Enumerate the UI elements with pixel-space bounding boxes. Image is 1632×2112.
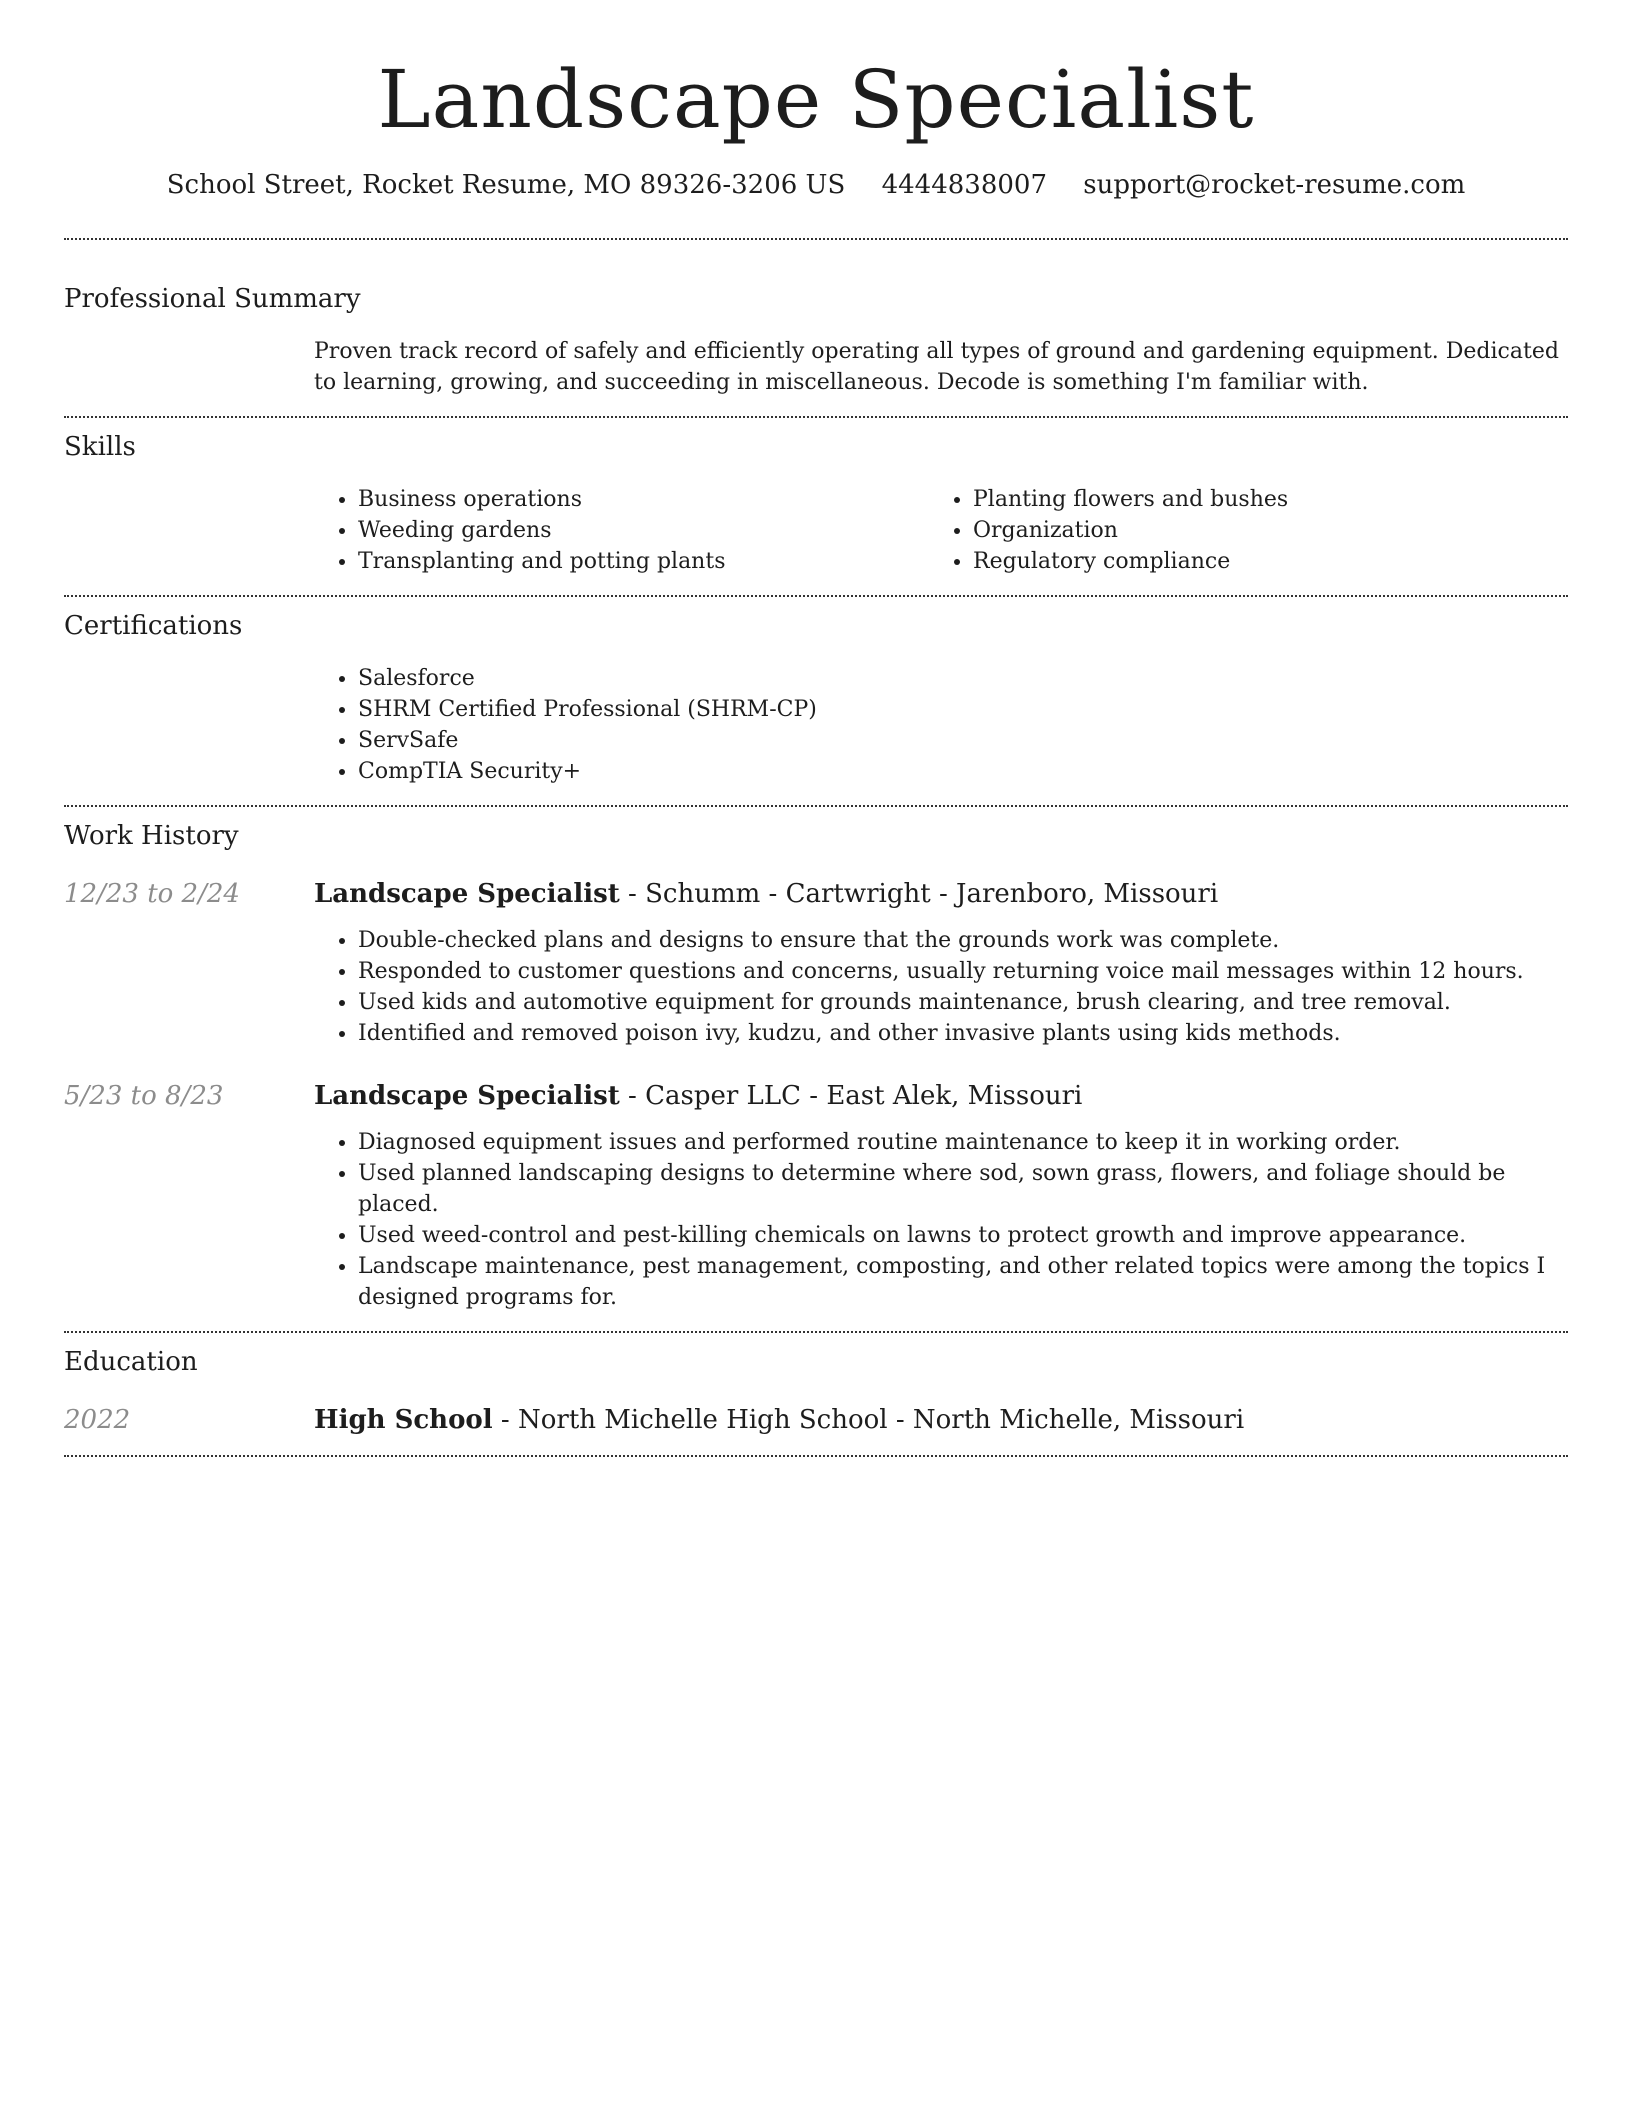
- job-role: Landscape Specialist: [314, 879, 620, 909]
- education-section: [64, 1345, 1568, 1437]
- skill-item: • Regulatory compliance: [973, 546, 1544, 577]
- skills-list-left: [314, 484, 929, 577]
- skill-item: • Weeding gardens: [358, 515, 929, 546]
- job-bullet: • Identified and removed poison ivy, kudzu, and other invasive plants using kids methods.: [358, 1018, 1568, 1049]
- job-dates: 5/23 to 8/23: [64, 1081, 224, 1111]
- job-role: Landscape Specialist: [314, 1081, 620, 1111]
- skill-item: • Transplanting and potting plants: [358, 546, 929, 577]
- skill-item: • Organization: [973, 515, 1544, 546]
- job-entry: [64, 1079, 1568, 1313]
- job-bullet: • Used kids and automotive equipment for grounds maintenance, brush clearing, and tree removal.: [358, 987, 1568, 1018]
- job-dates: 12/23 to 2/24: [64, 879, 240, 909]
- certifications-list: [314, 663, 1568, 787]
- skills-list-right: [929, 484, 1544, 577]
- education-title-line: High School - North Michelle High School - North Michelle, Missouri: [314, 1405, 1245, 1435]
- certifications-body: [314, 663, 1568, 787]
- section-title-education: Education: [64, 1347, 198, 1377]
- divider: [64, 1455, 1568, 1457]
- contact-line: [64, 168, 1568, 202]
- contact-phone: 4444838007: [881, 170, 1047, 200]
- contact-address: School Street, Rocket Resume, MO 89326-3206 US: [166, 170, 846, 200]
- job-company: Schumm - Cartwright: [645, 879, 931, 909]
- summary-section: [64, 282, 1568, 398]
- section-title-work-history: Work History: [64, 821, 239, 851]
- education-location: North Michelle, Missouri: [912, 1405, 1245, 1435]
- job-bullet: • Diagnosed equipment issues and performed routine maintenance to keep it in working order.: [358, 1127, 1568, 1158]
- job-bullets: [314, 1127, 1568, 1313]
- section-title-summary: Professional Summary: [64, 284, 361, 314]
- section-title-certifications: Certifications: [64, 611, 243, 641]
- resume-page: [64, 0, 1568, 1457]
- divider: [64, 238, 1568, 240]
- education-school: North Michelle High School: [517, 1405, 888, 1435]
- contact-email: support@rocket-resume.com: [1083, 170, 1466, 200]
- job-entry: [64, 877, 1568, 1049]
- certification-item: • CompTIA Security+: [358, 756, 1568, 787]
- certification-item: • ServSafe: [358, 725, 1568, 756]
- section-title-skills: Skills: [64, 432, 136, 462]
- job-title-line: Landscape Specialist - Schumm - Cartwright - Jarenboro, Missouri: [314, 879, 1219, 909]
- job-bullet: • Used weed-control and pest-killing chemicals on lawns to protect growth and improve appearance.: [358, 1220, 1568, 1251]
- job-bullet: • Responded to customer questions and concerns, usually returning voice mail messages within 12 hours.: [358, 956, 1568, 987]
- job-bullets: [314, 925, 1568, 1049]
- job-title-line: Landscape Specialist - Casper LLC - East Alek, Missouri: [314, 1081, 1083, 1111]
- job-bullet: • Used planned landscaping designs to determine where sod, sown grass, flowers, and foliage should be placed.: [358, 1158, 1568, 1220]
- summary-text: Proven track record of safely and efficiently operating all types of ground and gardening equipment. Dedicated to learning, growing, and succeeding in miscellaneous. Decode is something I'm familiar with.: [314, 339, 1559, 395]
- skills-section: [64, 430, 1568, 577]
- certifications-section: [64, 609, 1568, 787]
- divider: [64, 1331, 1568, 1333]
- work-history-section: [64, 819, 1568, 1313]
- divider: [64, 805, 1568, 807]
- skill-item: • Planting flowers and bushes: [973, 484, 1544, 515]
- job-bullet: • Double-checked plans and designs to ensure that the grounds work was complete.: [358, 925, 1568, 956]
- certification-item: • SHRM Certified Professional (SHRM-CP): [358, 694, 1568, 725]
- skills-grid: [314, 484, 1568, 577]
- divider: [64, 595, 1568, 597]
- education-entry: [64, 1403, 1568, 1437]
- job-bullet: • Landscape maintenance, pest management, composting, and other related topics were among the topics I designed programs for.: [358, 1251, 1568, 1313]
- education-year: 2022: [64, 1405, 131, 1435]
- resume-name: Landscape Specialist: [377, 53, 1255, 146]
- education-degree: High School: [314, 1405, 493, 1435]
- job-location: East Alek, Missouri: [826, 1081, 1083, 1111]
- certification-item: • Salesforce: [358, 663, 1568, 694]
- divider: [64, 416, 1568, 418]
- skill-item: • Business operations: [358, 484, 929, 515]
- job-company: Casper LLC: [645, 1081, 801, 1111]
- job-location: Jarenboro, Missouri: [956, 879, 1219, 909]
